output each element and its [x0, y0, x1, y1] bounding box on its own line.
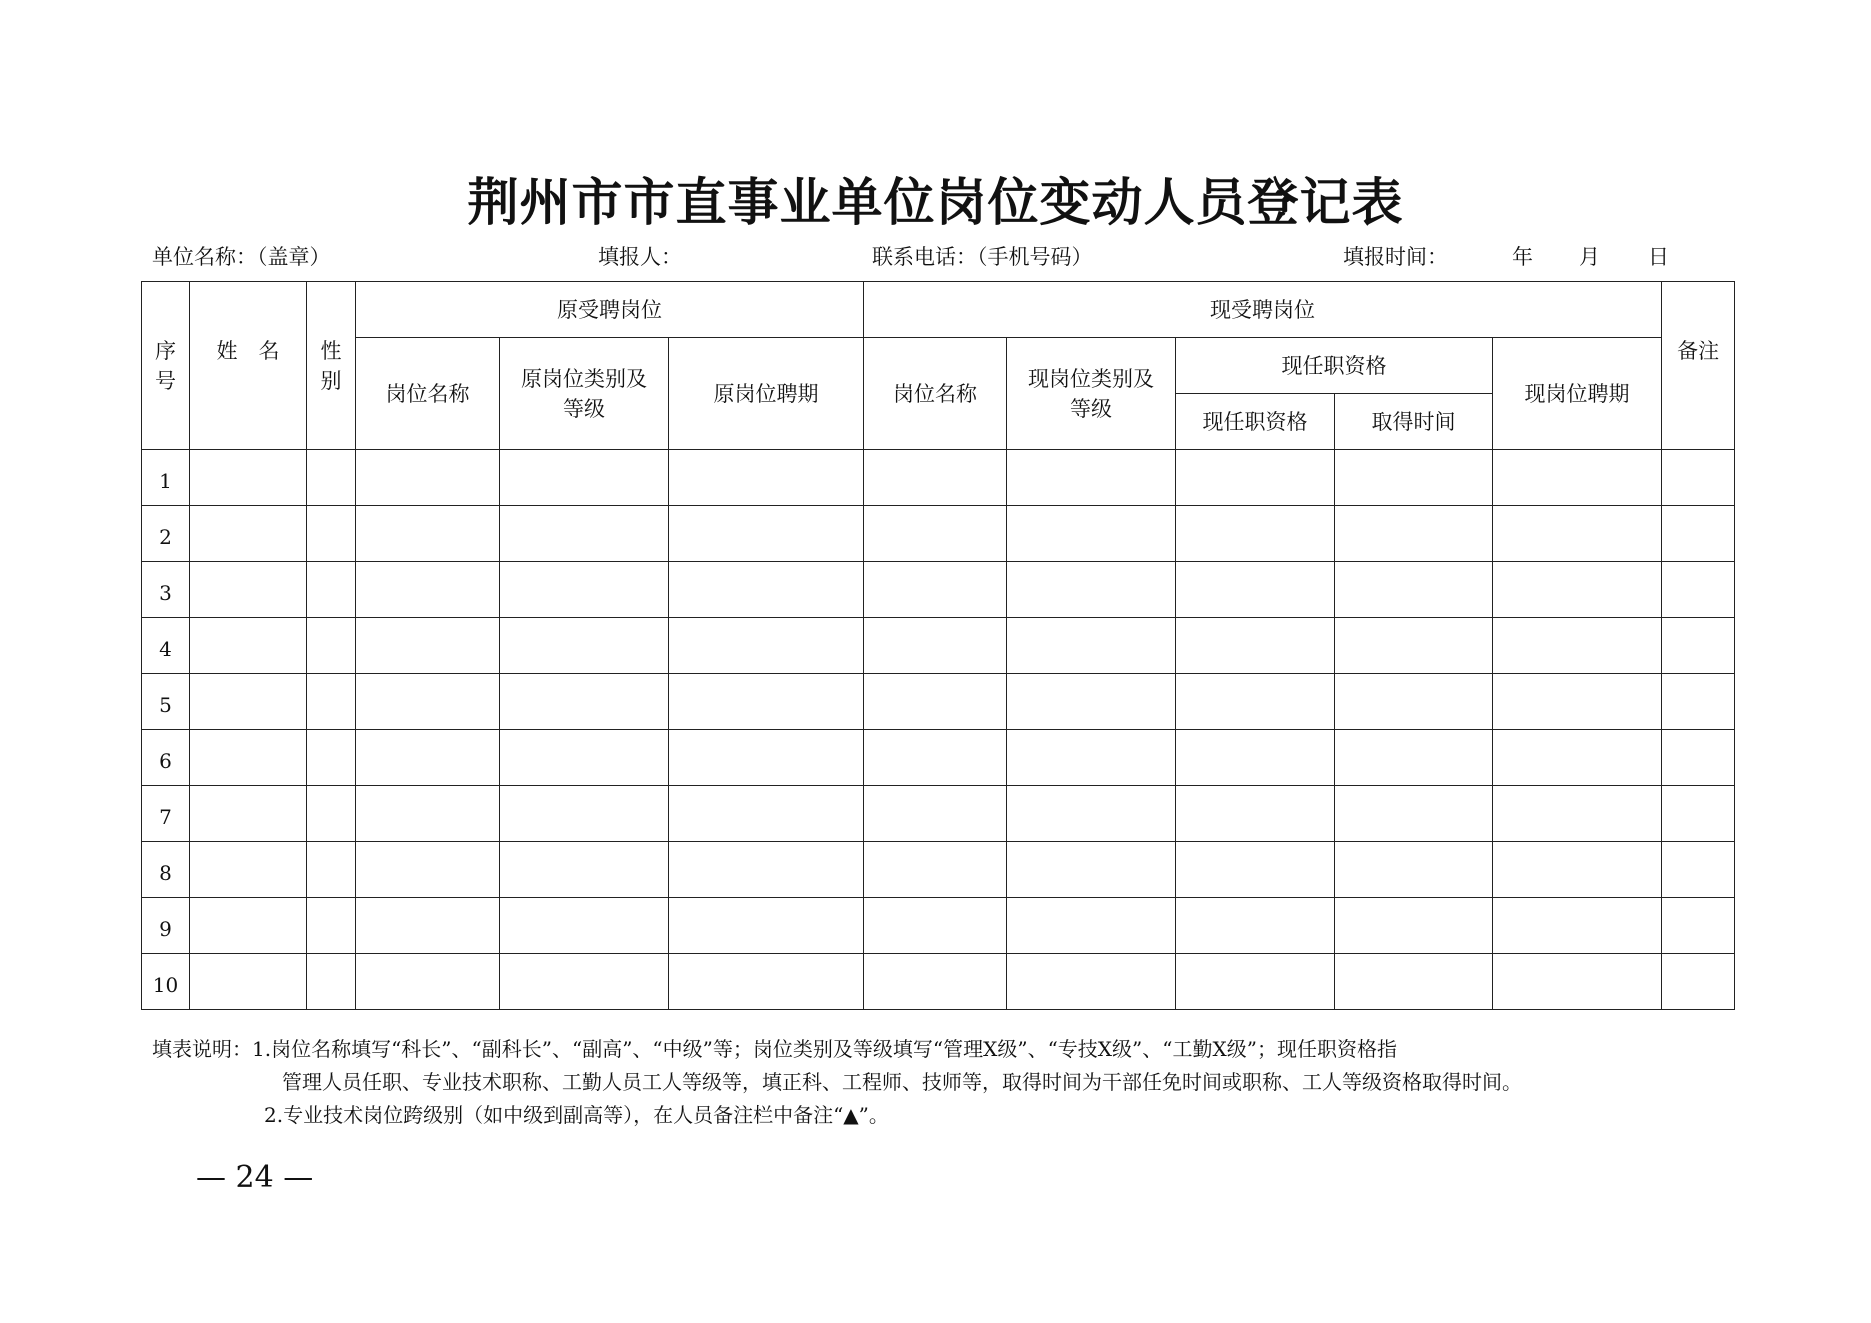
table-cell[interactable] — [1493, 786, 1662, 842]
table-cell[interactable] — [307, 842, 356, 898]
table-row — [142, 450, 1735, 506]
row-number: 10 — [142, 954, 190, 1010]
table-cell[interactable] — [1335, 450, 1493, 506]
table-cell[interactable] — [1662, 842, 1735, 898]
table-cell[interactable] — [190, 954, 307, 1010]
table-row — [142, 674, 1735, 730]
table-cell[interactable] — [669, 786, 864, 842]
table-cell[interactable] — [1007, 786, 1176, 842]
table-row — [142, 786, 1735, 842]
table-cell[interactable] — [1007, 562, 1176, 618]
table-cell[interactable] — [500, 786, 669, 842]
table-cell[interactable] — [1007, 618, 1176, 674]
table-row — [142, 842, 1735, 898]
header-gender: 性别 — [307, 282, 356, 450]
row-number: 5 — [142, 674, 190, 730]
table-cell[interactable] — [190, 674, 307, 730]
table-cell[interactable] — [1335, 898, 1493, 954]
header-remarks: 备注 — [1662, 282, 1735, 450]
table-cell[interactable] — [190, 786, 307, 842]
table-cell[interactable] — [1493, 450, 1662, 506]
table-cell[interactable] — [864, 730, 1007, 786]
phone-label: 联系电话：（手机号码） — [872, 245, 1093, 269]
table-cell[interactable] — [669, 954, 864, 1010]
table-cell[interactable] — [1335, 506, 1493, 562]
table-row — [142, 618, 1735, 674]
table-cell[interactable] — [356, 450, 500, 506]
table-cell[interactable] — [864, 842, 1007, 898]
table-cell[interactable] — [190, 898, 307, 954]
table-cell[interactable] — [190, 450, 307, 506]
date-day-label: 日 — [1648, 245, 1669, 269]
table-cell[interactable] — [1662, 506, 1735, 562]
table-cell[interactable] — [1662, 562, 1735, 618]
table-cell[interactable] — [500, 618, 669, 674]
instruction-line-1: 填表说明：1.岗位名称填写“科长”、“副科长”、“副高”、“中级”等；岗位类别及等级填写“管理Ⅹ级”、“专技Ⅹ级”、“工勤Ⅹ级”；现任职资格指 — [152, 1037, 1397, 1061]
table-cell[interactable] — [190, 842, 307, 898]
table-cell[interactable] — [864, 954, 1007, 1010]
row-number: 7 — [142, 786, 190, 842]
table-cell[interactable] — [190, 506, 307, 562]
table-cell[interactable] — [190, 562, 307, 618]
table-cell[interactable] — [1176, 730, 1335, 786]
table-cell[interactable] — [1493, 674, 1662, 730]
table-cell[interactable] — [1007, 842, 1176, 898]
instruction-line-3: 2.专业技术岗位跨级别（如中级到副高等），在人员备注栏中备注“▲”。 — [264, 1103, 889, 1127]
table-cell[interactable] — [1335, 842, 1493, 898]
table-cell[interactable] — [356, 954, 500, 1010]
table-cell[interactable] — [356, 674, 500, 730]
table-cell[interactable] — [1335, 786, 1493, 842]
table-cell[interactable] — [1662, 898, 1735, 954]
table-row — [142, 506, 1735, 562]
table-row — [142, 562, 1735, 618]
table-cell[interactable] — [669, 898, 864, 954]
table-cell[interactable] — [356, 730, 500, 786]
table-cell[interactable] — [1493, 842, 1662, 898]
table-cell[interactable] — [307, 730, 356, 786]
table-cell[interactable] — [356, 506, 500, 562]
table-cell[interactable] — [1493, 898, 1662, 954]
date-year-label: 年 — [1512, 245, 1533, 269]
table-cell[interactable] — [307, 674, 356, 730]
table-cell[interactable] — [500, 898, 669, 954]
table-cell[interactable] — [190, 730, 307, 786]
table-cell[interactable] — [864, 450, 1007, 506]
table-cell[interactable] — [864, 898, 1007, 954]
header-current-post-group: 现受聘岗位 — [864, 282, 1662, 338]
header-obtained-time: 取得时间 — [1335, 394, 1493, 450]
table-cell[interactable] — [500, 562, 669, 618]
row-number: 4 — [142, 618, 190, 674]
table-body — [142, 450, 1735, 1010]
header-name: 姓 名 — [190, 282, 307, 450]
row-number: 9 — [142, 898, 190, 954]
table-cell[interactable] — [669, 842, 864, 898]
table-cell[interactable] — [500, 954, 669, 1010]
table-cell[interactable] — [1007, 450, 1176, 506]
table-cell[interactable] — [1493, 506, 1662, 562]
table-cell[interactable] — [1007, 674, 1176, 730]
instruction-line-2: 管理人员任职、专业技术职称、工勤人员工人等级等，填正科、工程师、技师等，取得时间为干部任免时间或职称、工人等级资格取得时间。 — [282, 1070, 1522, 1094]
table-cell[interactable] — [669, 730, 864, 786]
fill-instructions — [152, 1033, 1732, 1132]
header-seq: 序号 — [142, 282, 190, 450]
table-cell[interactable] — [864, 506, 1007, 562]
table-cell[interactable] — [1176, 842, 1335, 898]
table-cell[interactable] — [1662, 786, 1735, 842]
table-cell[interactable] — [1335, 562, 1493, 618]
unit-name-label: 单位名称：（盖章） — [152, 245, 331, 269]
table-cell[interactable] — [356, 898, 500, 954]
header-orig-term: 原岗位聘期 — [669, 338, 864, 450]
table-cell[interactable] — [1662, 730, 1735, 786]
date-month-label: 月 — [1579, 245, 1600, 269]
table-cell[interactable] — [307, 506, 356, 562]
table-cell[interactable] — [1176, 562, 1335, 618]
table-cell[interactable] — [307, 954, 356, 1010]
table-cell[interactable] — [356, 842, 500, 898]
table-row — [142, 898, 1735, 954]
table-cell[interactable] — [864, 786, 1007, 842]
table-cell[interactable] — [1493, 730, 1662, 786]
table-cell[interactable] — [1335, 954, 1493, 1010]
table-row — [142, 730, 1735, 786]
header-curr-term: 现岗位聘期 — [1493, 338, 1662, 450]
registration-table — [141, 281, 1735, 1010]
page-title: 荆州市市直事业单位岗位变动人员登记表 — [467, 173, 1404, 233]
table-cell[interactable] — [864, 562, 1007, 618]
table-cell[interactable] — [356, 618, 500, 674]
table-cell[interactable] — [669, 562, 864, 618]
table-cell[interactable] — [1176, 898, 1335, 954]
row-number: 1 — [142, 450, 190, 506]
table-cell[interactable] — [1007, 506, 1176, 562]
table-cell[interactable] — [1007, 954, 1176, 1010]
table-cell[interactable] — [190, 618, 307, 674]
header-curr-qualification: 现任职资格 — [1176, 394, 1335, 450]
table-cell[interactable] — [1176, 506, 1335, 562]
table-cell[interactable] — [356, 562, 500, 618]
table-cell[interactable] — [1493, 954, 1662, 1010]
page-number: — 24 — — [196, 1160, 314, 1195]
table-cell[interactable] — [864, 618, 1007, 674]
date-label: 填报时间： — [1343, 245, 1448, 269]
row-number: 8 — [142, 842, 190, 898]
table-cell[interactable] — [500, 730, 669, 786]
table-cell[interactable] — [307, 898, 356, 954]
header-orig-post-name: 岗位名称 — [356, 338, 500, 450]
row-number: 2 — [142, 506, 190, 562]
table-cell[interactable] — [1176, 450, 1335, 506]
table-cell[interactable] — [1007, 898, 1176, 954]
table-cell[interactable] — [1662, 674, 1735, 730]
header-curr-post-name: 岗位名称 — [864, 338, 1007, 450]
header-row-2 — [142, 338, 1735, 394]
header-curr-qualification-group: 现任职资格 — [1176, 338, 1493, 394]
table-cell[interactable] — [307, 562, 356, 618]
table-cell[interactable] — [669, 450, 864, 506]
row-number: 3 — [142, 562, 190, 618]
table-cell[interactable] — [1662, 450, 1735, 506]
table-cell[interactable] — [500, 450, 669, 506]
table-cell[interactable] — [307, 618, 356, 674]
table-cell[interactable] — [864, 674, 1007, 730]
row-number: 6 — [142, 730, 190, 786]
table-cell[interactable] — [1335, 618, 1493, 674]
table-cell[interactable] — [500, 842, 669, 898]
filler-label: 填报人： — [598, 245, 682, 269]
table-cell[interactable] — [1662, 954, 1735, 1010]
header-original-post-group: 原受聘岗位 — [356, 282, 864, 338]
table-cell[interactable] — [1493, 562, 1662, 618]
table-cell[interactable] — [1335, 730, 1493, 786]
table-cell[interactable] — [500, 674, 669, 730]
header-orig-category: 原岗位类别及等级 — [500, 338, 669, 450]
table-cell[interactable] — [1493, 618, 1662, 674]
table-cell[interactable] — [669, 506, 864, 562]
header-curr-category: 现岗位类别及等级 — [1007, 338, 1176, 450]
table-row — [142, 954, 1735, 1010]
table-cell[interactable] — [1176, 786, 1335, 842]
table-cell[interactable] — [1176, 618, 1335, 674]
table-cell[interactable] — [1335, 674, 1493, 730]
table-cell[interactable] — [356, 786, 500, 842]
header-row-1 — [142, 282, 1735, 338]
table-cell[interactable] — [307, 450, 356, 506]
table-cell[interactable] — [307, 786, 356, 842]
table-cell[interactable] — [1176, 954, 1335, 1010]
table-cell[interactable] — [1176, 674, 1335, 730]
table-cell[interactable] — [1662, 618, 1735, 674]
table-cell[interactable] — [669, 674, 864, 730]
table-cell[interactable] — [500, 506, 669, 562]
table-cell[interactable] — [1007, 730, 1176, 786]
table-cell[interactable] — [669, 618, 864, 674]
